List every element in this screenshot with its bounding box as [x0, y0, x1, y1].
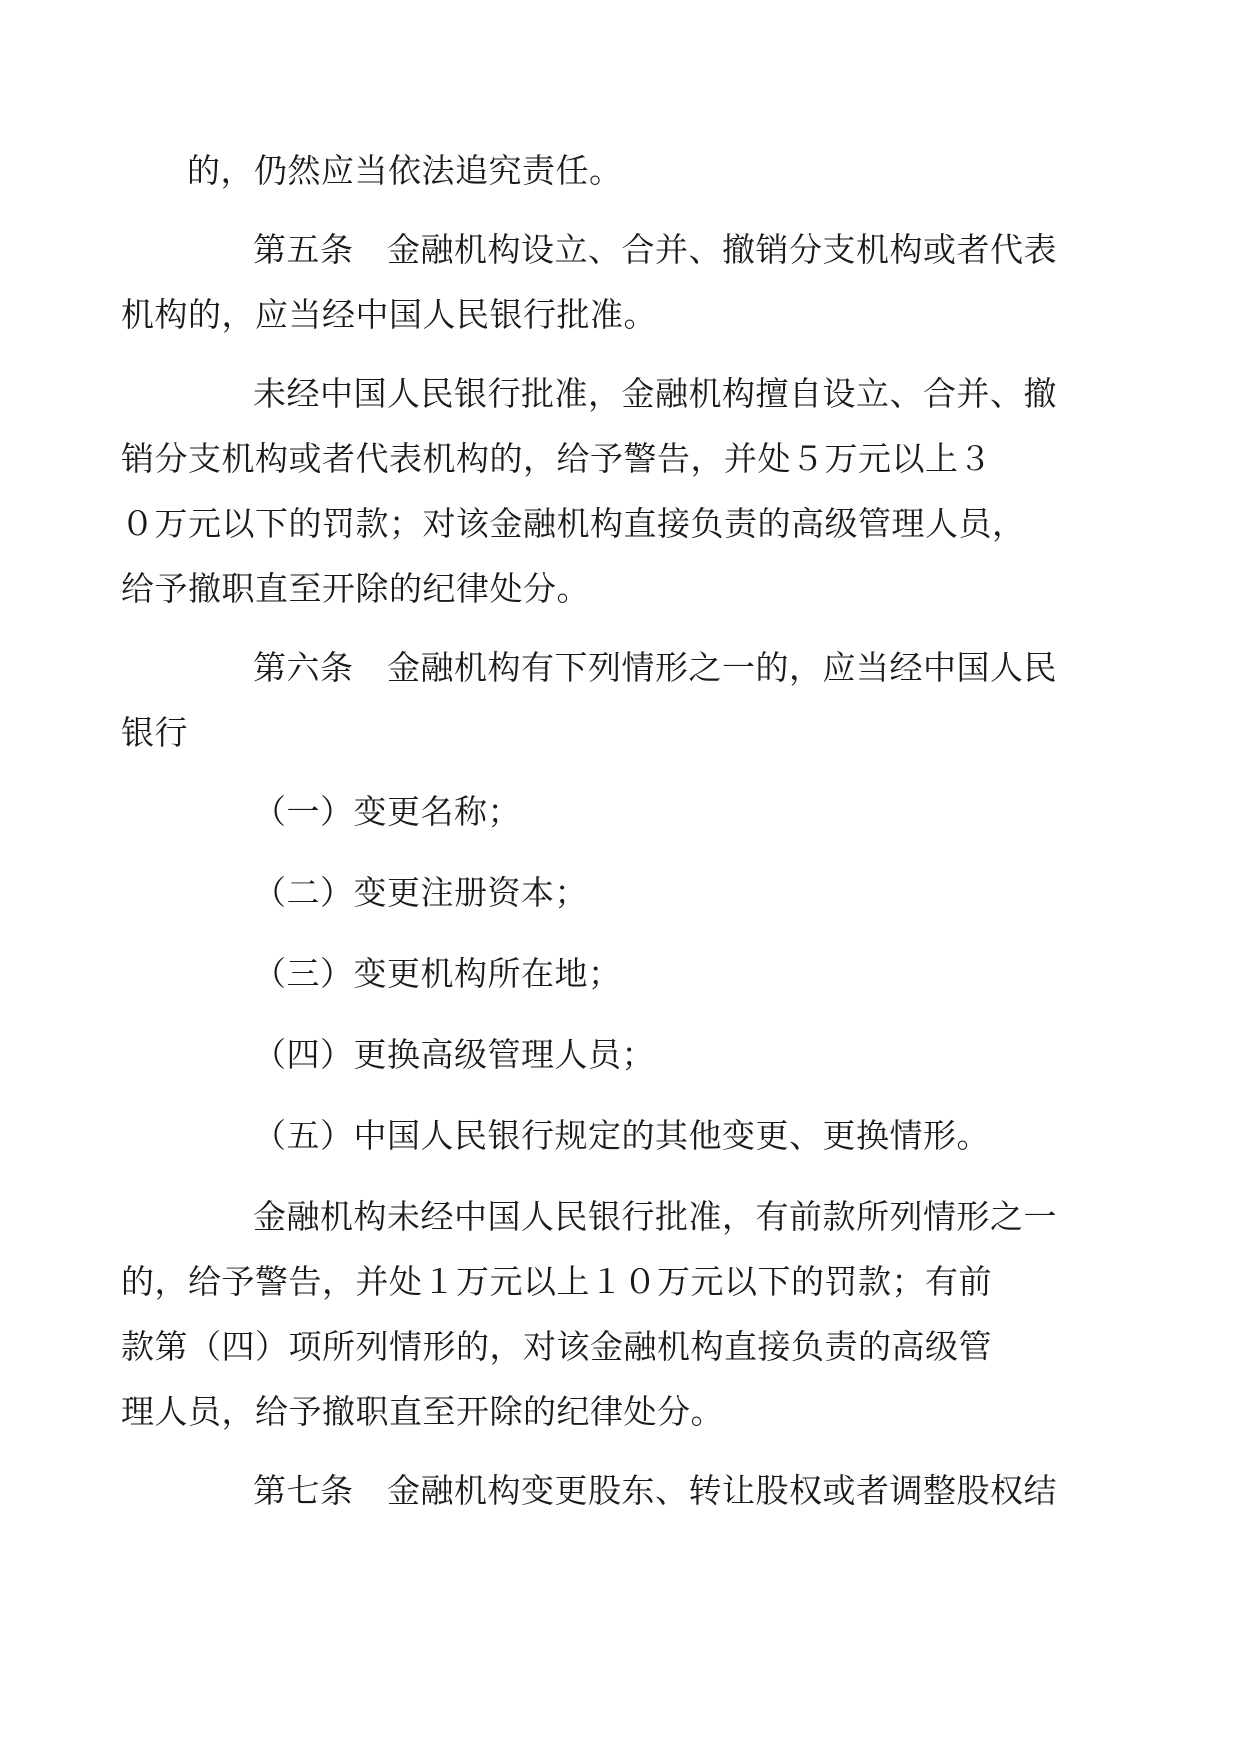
- text-line: 的，给予警告，并处１万元以上１０万元以下的罚款；有前: [121, 1262, 992, 1301]
- list-item-text: （一）变更名称；: [253, 792, 521, 831]
- text-line: 第六条 金融机构有下列情形之一的，应当经中国人民: [253, 648, 1057, 687]
- article-6: [121, 635, 1057, 765]
- article-7: [187, 1458, 1057, 1523]
- text-line: 第七条 金融机构变更股东、转让股权或者调整股权结: [253, 1471, 1057, 1510]
- text-line: 第五条 金融机构设立、合并、撤销分支机构或者代表: [253, 230, 1057, 269]
- document-body: [121, 138, 1057, 1537]
- list-item: [187, 1103, 1057, 1168]
- list-item-text: （四）更换高级管理人员；: [253, 1035, 655, 1074]
- list-item: [187, 1022, 1057, 1087]
- article-5: [121, 217, 1057, 347]
- text-line: 款第（四）项所列情形的，对该金融机构直接负责的高级管: [121, 1327, 992, 1366]
- text-line: 银行: [121, 713, 188, 752]
- article-6-penalty: [121, 1184, 1057, 1444]
- text-line: 机构的，应当经中国人民银行批准。: [121, 295, 657, 334]
- text-line: 销分支机构或者代表机构的，给予警告，并处５万元以上３: [121, 439, 992, 478]
- list-item: [187, 941, 1057, 1006]
- article-5-penalty: [121, 361, 1057, 621]
- text-line: 未经中国人民银行批准，金融机构擅自设立、合并、撤: [253, 374, 1057, 413]
- text-line: ０万元以下的罚款；对该金融机构直接负责的高级管理人员，: [121, 504, 1026, 543]
- text-line: 金融机构未经中国人民银行批准，有前款所列情形之一: [253, 1197, 1057, 1236]
- list-item: [187, 779, 1057, 844]
- list-item: [187, 860, 1057, 925]
- text-line: 给予撤职直至开除的纪律处分。: [121, 569, 590, 608]
- text-line: 理人员，给予撤职直至开除的纪律处分。: [121, 1392, 724, 1431]
- list-item-text: （二）变更注册资本；: [253, 873, 588, 912]
- text-line: 的，仍然应当依法追究责任。: [187, 151, 623, 190]
- list-item-text: （三）变更机构所在地；: [253, 954, 622, 993]
- list-item-text: （五）中国人民银行规定的其他变更、更换情形。: [253, 1116, 990, 1155]
- paragraph-continuation: [187, 138, 1057, 203]
